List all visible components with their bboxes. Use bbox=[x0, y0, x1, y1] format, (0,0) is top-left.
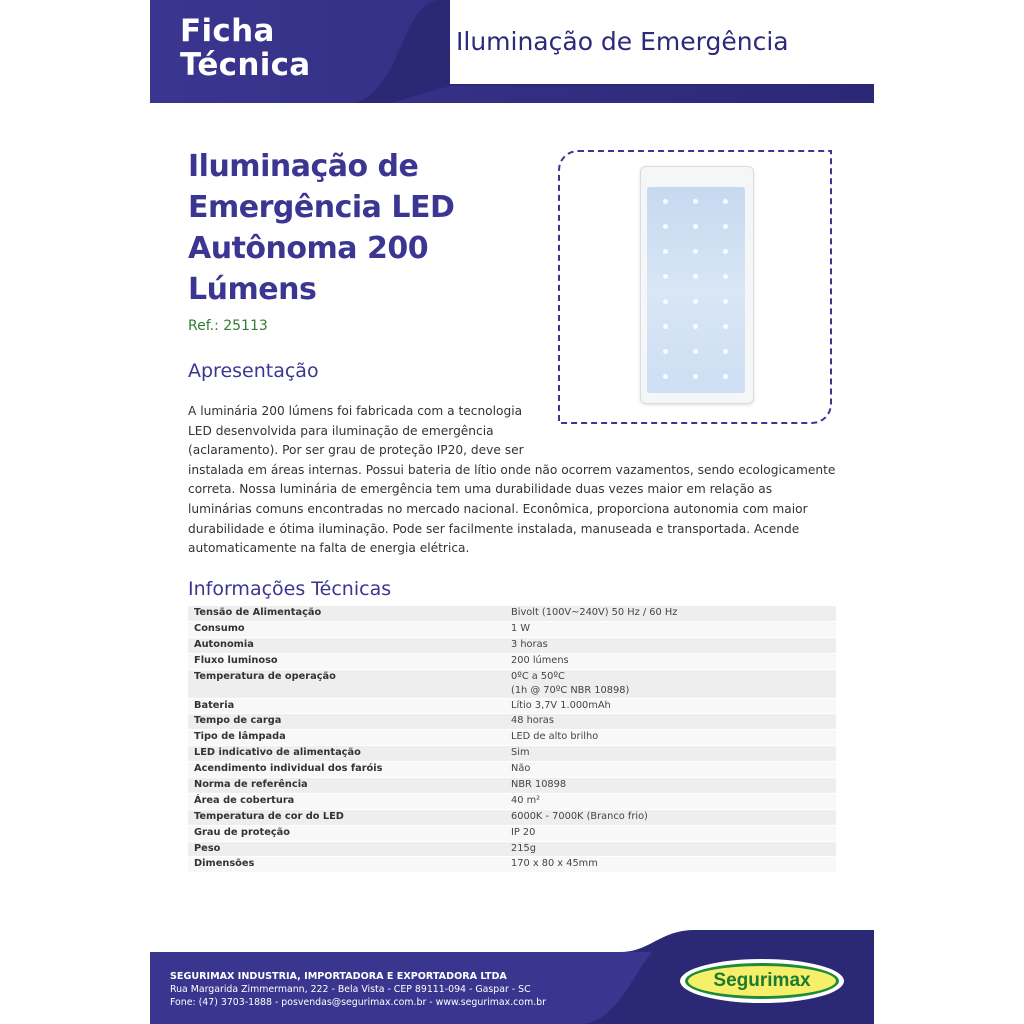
company-address: Rua Margarida Zimmermann, 222 - Bela Vista - CEP 89111-094 - Gaspar - SC bbox=[170, 984, 531, 995]
badge-line-2: Técnica bbox=[180, 47, 311, 83]
spec-label: LED indicativo de alimentação bbox=[188, 746, 505, 762]
spec-label: Tempo de carga bbox=[188, 714, 505, 730]
spec-value: 6000K - 7000K (Branco frio) bbox=[505, 809, 836, 825]
presentation-text-narrow: A luminária 200 lúmens foi fabricada com a tecnologia LED desenvolvida para iluminação de emergência (aclaramento). Por ser grau de proteção IP20, deve ser bbox=[188, 404, 524, 458]
table-row bbox=[188, 793, 836, 809]
spec-value: Sim bbox=[505, 746, 836, 762]
table-row bbox=[188, 653, 836, 669]
logo-text: Segurimax bbox=[713, 970, 811, 991]
table-row bbox=[188, 746, 836, 762]
led-dot bbox=[723, 274, 728, 279]
spec-label: Consumo bbox=[188, 621, 505, 637]
product-image-frame bbox=[558, 150, 832, 424]
footer-contact bbox=[170, 970, 546, 1009]
led-dot bbox=[663, 299, 668, 304]
spec-value: 215g bbox=[505, 841, 836, 857]
table-row bbox=[188, 809, 836, 825]
spec-value: LED de alto brilho bbox=[505, 730, 836, 746]
company-contact: Fone: (47) 3703-1888 - posvendas@segurimax.com.br - www.segurimax.com.br bbox=[170, 997, 546, 1008]
led-dot bbox=[693, 374, 698, 379]
led-dot bbox=[693, 224, 698, 229]
led-dot bbox=[663, 374, 668, 379]
led-dot bbox=[693, 199, 698, 204]
table-row bbox=[188, 621, 836, 637]
product-title: Iluminação de Emergência LED Autônoma 200 Lúmens bbox=[188, 149, 455, 307]
datasheet-page bbox=[150, 0, 874, 1024]
table-row bbox=[188, 669, 836, 698]
badge-line-1: Ficha bbox=[180, 13, 275, 49]
led-dot bbox=[663, 274, 668, 279]
presentation-text-wide: instalada em áreas internas. Possui bateria de lítio onde não ocorrem vazamentos, sendo ecologicamente correta. Nossa luminária de emergência tem uma durabilidade duas vezes maior em relação as luminárias comuns encontradas no mercado nacional. Econômica, proporciona autonomia com maior durabilidade e ótima iluminação. Pode ser facilmente instalada, manuseada e transportada. Acende automaticamente na falta de energia elétrica. bbox=[188, 462, 836, 556]
header-category: Iluminação de Emergência bbox=[456, 27, 789, 56]
led-dot bbox=[693, 299, 698, 304]
spec-value: Bivolt (100V~240V) 50 Hz / 60 Hz bbox=[505, 606, 836, 621]
led-dot bbox=[693, 324, 698, 329]
spec-value: 1 W bbox=[505, 621, 836, 637]
spec-label: Autonomia bbox=[188, 637, 505, 653]
ficha-tecnica-badge bbox=[180, 14, 311, 82]
spec-value: IP 20 bbox=[505, 825, 836, 841]
table-row bbox=[188, 778, 836, 794]
tech-specs-table bbox=[188, 606, 836, 873]
table-row bbox=[188, 606, 836, 621]
led-dot bbox=[723, 324, 728, 329]
led-dot bbox=[663, 249, 668, 254]
led-dot bbox=[693, 349, 698, 354]
led-dot bbox=[723, 349, 728, 354]
spec-label: Tensão de Alimentação bbox=[188, 606, 505, 621]
lamp-lens bbox=[647, 187, 745, 393]
segurimax-logo bbox=[680, 959, 844, 1003]
spec-value bbox=[505, 669, 836, 698]
presentation-heading: Apresentação bbox=[188, 360, 319, 382]
table-row bbox=[188, 762, 836, 778]
led-dot bbox=[663, 324, 668, 329]
table-row bbox=[188, 857, 836, 873]
spec-value: 3 horas bbox=[505, 637, 836, 653]
spec-label: Área de cobertura bbox=[188, 793, 505, 809]
spec-label: Acendimento individual dos faróis bbox=[188, 762, 505, 778]
led-dot bbox=[693, 274, 698, 279]
spec-value: 200 lúmens bbox=[505, 653, 836, 669]
led-dot bbox=[723, 249, 728, 254]
spec-label: Grau de proteção bbox=[188, 825, 505, 841]
emergency-light-image bbox=[640, 166, 754, 404]
table-row bbox=[188, 730, 836, 746]
table-row bbox=[188, 825, 836, 841]
table-row bbox=[188, 714, 836, 730]
tech-heading: Informações Técnicas bbox=[188, 578, 392, 600]
spec-value: Não bbox=[505, 762, 836, 778]
spec-label: Fluxo luminoso bbox=[188, 653, 505, 669]
presentation-text bbox=[188, 402, 838, 559]
spec-value: 48 horas bbox=[505, 714, 836, 730]
logo-ellipse bbox=[685, 963, 839, 999]
spec-value-line: 0ºC a 50ºC bbox=[511, 670, 565, 682]
spec-label: Temperatura de operação bbox=[188, 669, 505, 698]
table-row bbox=[188, 841, 836, 857]
header-banner bbox=[150, 0, 874, 103]
table-row bbox=[188, 637, 836, 653]
spec-value: 170 x 80 x 45mm bbox=[505, 857, 836, 873]
spec-label: Tipo de lâmpada bbox=[188, 730, 505, 746]
led-dot bbox=[663, 199, 668, 204]
spec-value: Lítio 3,7V 1.000mAh bbox=[505, 698, 836, 714]
spec-value: 40 m² bbox=[505, 793, 836, 809]
spec-label: Temperatura de cor do LED bbox=[188, 809, 505, 825]
spec-label: Norma de referência bbox=[188, 778, 505, 794]
spec-label: Dimensões bbox=[188, 857, 505, 873]
company-name: SEGURIMAX INDUSTRIA, IMPORTADORA E EXPORTADORA LTDA bbox=[170, 971, 507, 982]
led-dot bbox=[723, 224, 728, 229]
led-dot bbox=[723, 299, 728, 304]
spec-label: Peso bbox=[188, 841, 505, 857]
spec-value-line: (1h @ 70ºC NBR 10898) bbox=[511, 684, 630, 696]
product-ref: Ref.: 25113 bbox=[188, 318, 268, 334]
led-dot bbox=[693, 249, 698, 254]
led-dot bbox=[663, 224, 668, 229]
led-dot bbox=[663, 349, 668, 354]
spec-label: Bateria bbox=[188, 698, 505, 714]
led-dot bbox=[723, 199, 728, 204]
spec-value: NBR 10898 bbox=[505, 778, 836, 794]
led-dot bbox=[723, 374, 728, 379]
footer-banner bbox=[150, 930, 874, 1024]
table-row bbox=[188, 698, 836, 714]
